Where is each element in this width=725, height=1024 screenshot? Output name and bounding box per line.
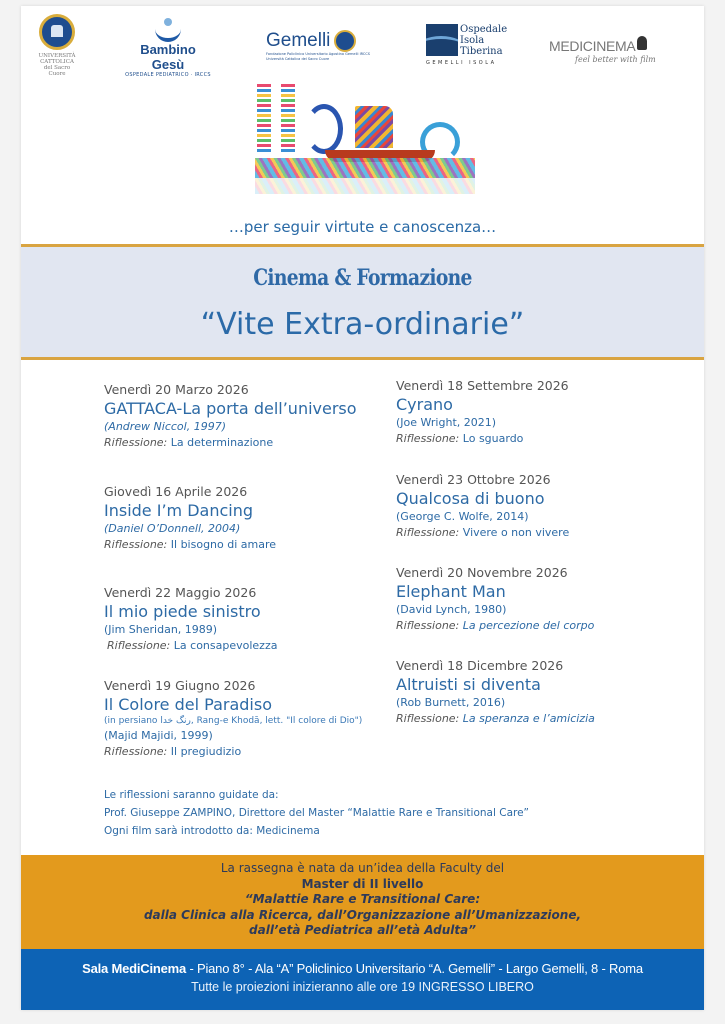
ucsc-line1: UNIVERSITÀ <box>38 53 76 59</box>
event-reflection <box>104 435 357 451</box>
event-date: Venerdì 20 Novembre 2026 <box>396 565 568 580</box>
gemelli-name: Gemelli <box>266 30 331 51</box>
ribbon-heart-icon <box>637 36 647 50</box>
event-director: (David Lynch, 1980) <box>396 603 507 616</box>
medicinema-name: MEDICINEMA <box>549 38 636 54</box>
event-item <box>104 382 357 451</box>
bambino-gesu-sub: OSPEDALE PEDIATRICO · IRCCS <box>125 72 211 78</box>
reflection-text: La speranza e l’amicizia <box>462 712 595 725</box>
reflection-text: La percezione del corpo <box>462 619 595 632</box>
event-director: (Rob Burnett, 2016) <box>396 696 506 709</box>
event-director: (Majid Majidi, 1999) <box>104 729 213 742</box>
bambino-gesu-name: Bambino Gesù <box>140 42 196 72</box>
faculty-line5: dall’età Pediatrica all’età Adulta” <box>249 923 476 937</box>
reflection-label: Riflessione: <box>104 538 168 551</box>
event-item <box>104 585 277 654</box>
reflection-label: Riflessione: <box>396 712 460 725</box>
medicinema-tagline: feel better with film <box>575 55 656 64</box>
event-title: Elephant Man <box>396 582 506 601</box>
ucsc-line3: del Sacro Cuore <box>43 65 71 77</box>
faculty-line2: Master di II livello <box>301 876 424 891</box>
event-date: Venerdì 18 Dicembre 2026 <box>396 658 564 673</box>
logo-gemelli <box>266 30 386 62</box>
venue-address: - Piano 8° - Ala “A” Policlinico Universitario “A. Gemelli” - Largo Gemelli, 8 - Roma <box>186 961 643 976</box>
sea-reflection <box>255 178 475 194</box>
event-director: (Joe Wright, 2021) <box>396 416 497 429</box>
event-item <box>396 565 594 634</box>
reflection-text: Il pregiudizio <box>170 745 242 758</box>
faculty-band <box>21 855 704 949</box>
faculty-line3: “Malattie Rare e Transitional Care: <box>244 892 481 906</box>
event-date: Giovedì 16 Aprile 2026 <box>104 484 248 499</box>
event-reflection <box>396 711 595 727</box>
dna-helix-icon <box>257 84 271 154</box>
reflection-label: Riflessione: <box>107 639 171 652</box>
event-date: Venerdì 18 Settembre 2026 <box>396 378 569 393</box>
reflection-text: Lo sguardo <box>462 432 524 445</box>
screening-info: Tutte le proiezioni inizieranno alle ore 19 INGRESSO LIBERO <box>191 980 534 994</box>
event-title: Qualcosa di buono <box>396 489 545 508</box>
event-title: Inside I’m Dancing <box>104 501 254 520</box>
event-reflection <box>396 525 569 541</box>
poster <box>21 6 704 1010</box>
ship-sail-icon <box>355 106 393 148</box>
logo-universita-cattolica <box>37 14 77 77</box>
event-title: Il mio piede sinistro <box>104 602 261 621</box>
event-title: Cyrano <box>396 395 453 414</box>
logo-medicinema <box>549 36 679 64</box>
event-item <box>104 484 276 553</box>
event-title: GATTACA-La porta dell’universo <box>104 399 357 418</box>
event-title: Altruisti si diventa <box>396 675 541 694</box>
event-director: (Andrew Niccol, 1997) <box>104 420 226 433</box>
reflection-text: La determinazione <box>170 436 274 449</box>
oit-sub: GEMELLI ISOLA <box>426 60 497 66</box>
event-title: Il Colore del Paradiso <box>104 695 272 714</box>
event-director: (George C. Wolfe, 2014) <box>396 510 529 523</box>
reflection-label: Riflessione: <box>104 436 168 449</box>
guides-line1: Le riflessioni saranno guidate da: <box>104 789 279 801</box>
event-date: Venerdì 20 Marzo 2026 <box>104 382 249 397</box>
venue-footer <box>21 949 704 1010</box>
event-director: (Jim Sheridan, 1989) <box>104 623 218 636</box>
guides-section <box>104 788 529 842</box>
gemelli-seal-icon <box>334 30 356 52</box>
oit-line2: Isola <box>460 35 485 46</box>
event-reflection <box>104 744 362 760</box>
event-reflection <box>396 431 569 447</box>
event-reflection <box>396 618 594 634</box>
bambino-gesu-hands-icon <box>153 18 183 40</box>
sea-waves-icon <box>255 158 475 178</box>
event-item <box>396 378 569 447</box>
band-subtitle: “Vite Extra-ordinarie” <box>200 307 525 342</box>
dna-helix-icon <box>281 84 295 154</box>
venue-name: Sala MediCinema <box>82 961 187 976</box>
reflection-label: Riflessione: <box>396 432 460 445</box>
event-reflection <box>104 638 277 654</box>
faculty-line1: La rassegna è nata da un’idea della Faculty del <box>220 861 505 875</box>
event-director: (Daniel O’Donnell, 2004) <box>104 522 241 535</box>
oit-line1: Ospedale <box>460 24 508 35</box>
reflection-text: Il bisogno di amare <box>170 538 277 551</box>
reflection-text: Vivere o non vivere <box>462 526 570 539</box>
university-seal-icon <box>39 14 75 50</box>
guides-line2: Prof. Giuseppe ZAMPINO, Direttore del Master “Malattie Rare e Transitional Care” <box>104 807 529 819</box>
wave-swirl-icon <box>305 104 343 154</box>
event-date: Venerdì 19 Giugno 2026 <box>104 678 256 693</box>
isola-tiberina-wave-icon <box>426 24 458 56</box>
event-item <box>396 472 569 541</box>
title-band <box>21 244 704 360</box>
reflection-label: Riflessione: <box>396 619 460 632</box>
dna-ship-artwork <box>255 84 475 194</box>
band-title: Cinema & Formazione <box>253 265 472 291</box>
guides-line3: Ogni film sarà introdotto da: Medicinema <box>104 825 320 837</box>
event-note: (in persiano رنگ خدا, Rang-e Khodā, lett. "Il colore di Dio") <box>104 716 363 726</box>
event-reflection <box>104 537 276 553</box>
ucsc-line2: CATTOLICA <box>40 59 74 65</box>
event-date: Venerdì 23 Ottobre 2026 <box>396 472 551 487</box>
motto: …per seguir virtute e canoscenza… <box>228 218 497 236</box>
event-date: Venerdì 22 Maggio 2026 <box>104 585 257 600</box>
logo-isola-tiberina <box>426 24 516 66</box>
logo-bar <box>21 6 704 86</box>
reflection-text: La consapevolezza <box>173 639 278 652</box>
logo-bambino-gesu <box>123 18 213 78</box>
event-item <box>396 658 595 727</box>
event-item <box>104 678 362 760</box>
oit-line3: Tiberina <box>460 46 503 57</box>
reflection-label: Riflessione: <box>396 526 460 539</box>
gemelli-sub1: Fondazione Policlinico Universitario Agostino Gemelli IRCCS <box>266 52 371 56</box>
reflection-label: Riflessione: <box>104 745 168 758</box>
gemelli-sub2: Università Cattolica del Sacro Cuore <box>266 57 330 61</box>
faculty-line4: dalla Clinica alla Ricerca, dall’Organizzazione all’Umanizzazione, <box>143 907 582 922</box>
